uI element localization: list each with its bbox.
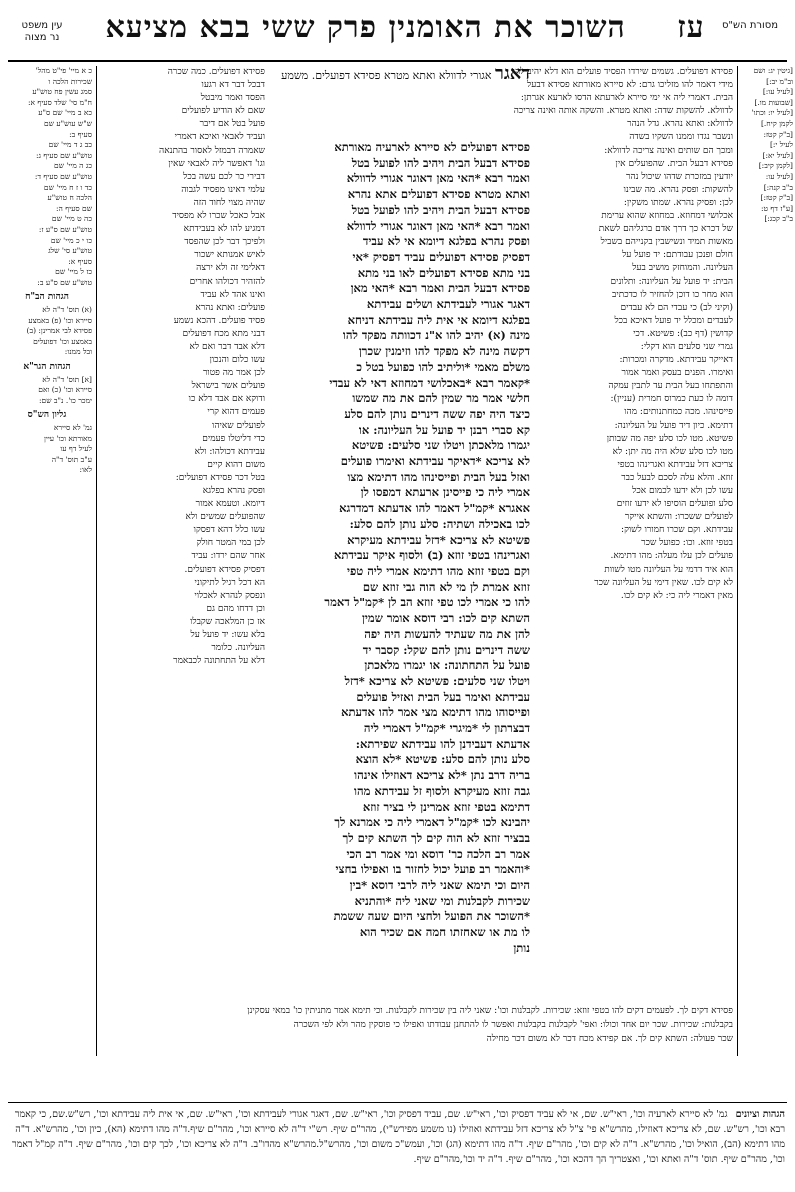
gilyon-hashas-line: לעיל דף עו	[60, 444, 92, 454]
tosafot-line: דבירי כר לכם עשה בכל	[183, 171, 265, 182]
hagahot-habach-line: פסידא לבי אמרינן: (ב)	[26, 326, 92, 336]
column-divider	[96, 66, 97, 1056]
tosafot-line: לכן במי המטר חולק	[196, 538, 265, 549]
gemara-line: השתא קים לכו: רבי דוסא אומר שמין	[361, 611, 530, 626]
masoret-ref: [גיטין יג: ושם	[753, 66, 793, 75]
rashi-line: דתימא. כיון דיד פועל על העליונה:	[614, 420, 733, 431]
gemara-line: לא צריכא *דאיקר עבידתא ואימרו פועלים	[340, 454, 530, 469]
gemara-line: פשיטא לא צריכא *דזל עבידתא מעיקרא	[347, 532, 530, 547]
tosafot-line: אז כן המלאכה שקבלו	[190, 616, 265, 627]
masoret-ref: [לעיל יו: וכתו'	[751, 108, 793, 118]
gemara-line: ויטלו שני סלעים: פשיטא לא צריכא *דזל	[344, 673, 530, 688]
gilyon-hashas-title: גליון הש"ס	[27, 410, 67, 421]
tosafot-line: עלמי דאינו מפסיד לגבוה	[181, 184, 265, 195]
footnote-line: ד"ה מהו דתימא (הא), כיון וכו', מהרש"א. ד"ה מהו דתימא (הב), הואיל וכו', מהרש"א. ד"ה לא קים וכו', מהר"ם שיף. ד"ה מהו דתימא (הג) וכו', ועמש"כ משום וכו', מהרש"ל.	[15, 1124, 785, 1150]
rashi-line: שכר פעולה: השתא קים לך. אם קפידא מכח דכר לא משום דכר מחילה	[486, 1034, 733, 1044]
ein-mishpat-entry: סעיף ב:	[69, 129, 92, 139]
tosafot-line: שאם לא הודיע לפועלים	[181, 106, 265, 117]
tosafot-line: ונפסק לנהרא לאכלוי	[194, 590, 265, 601]
gemara-line: לו מת או שאחזתו חמה אם שכיר הוא	[359, 925, 530, 940]
hagahot-hagra-line: סיירא וכו' (כ) ואם	[38, 385, 92, 395]
rashi-line: לא קים לכו. שאין דימי על העליונה שכר	[594, 577, 733, 588]
tosafot-line: דיומא. וטעמא אמור	[195, 499, 265, 510]
gemara-line: ששה דינרים נותן להם שקל: קסבר יד	[362, 642, 530, 657]
gemara-line: היום וכי תימא שאני ליה לרבי דוסא *בין	[349, 878, 530, 893]
tosafot-line: פועלים אשר בישראל	[191, 381, 265, 392]
masoret-ref: ב"ב קכג:]	[764, 214, 793, 224]
masoret-ref: [לעיל עו:]	[762, 87, 793, 97]
masoret-ref: [ב"ק קטז:	[763, 129, 793, 139]
gemara-line: עבידתא ואימר בעל הבית ואזיל פועלים	[356, 689, 530, 704]
gemara-line: יגמרו מלאכתן ויטלו שני סלעים: פשיטא	[351, 438, 530, 453]
rashi-line: מאין דאמרי ליה כי: לא קים לכו.	[620, 590, 733, 601]
gemara-line: פסידא דבעל הבית ויהיב להו לפועל בטל	[351, 155, 530, 170]
rashi-line: יודעין במזכרת שדהו שיכול נהר	[625, 171, 733, 182]
rashi-line: בקבלנות: שכירות. שכר יום אחד וכולו: ואפי' לקבלנות בקבלנות ואפשר לו להתחנן עבודתו ואפילו כי פוסקין מהר ולא לפי השכרה	[293, 1020, 733, 1030]
gemara-line: כיצד היה יפה ששה דינרים נותן להם סלע	[344, 406, 530, 421]
rashi-line: העליונה. והמוחזק מושיב בעל	[632, 263, 733, 274]
tosafot-line: להזהיר דכולהו אחרים	[189, 276, 265, 287]
ein-mishpat-entry: טוש"ע סי' שלג	[48, 246, 92, 256]
tosafot-line: ודוקא אם אבד דלא כו	[188, 394, 265, 405]
rashi-line: (וקיני לב) כי עבדי הם לא עבדים	[620, 302, 733, 313]
rashi-line: הבית: יד פועל על העליונה: ותלונים	[610, 276, 733, 287]
gemara-line: קא סברי רבנן יד פועל על העליונה: או	[358, 422, 530, 437]
masoret-ref: [ב"ק קטז:]	[760, 193, 793, 203]
tosafot-line: ואינו אהד לא עביד	[200, 289, 265, 300]
rashi-line: דומה לו כעת כמרוס חמרית (עניין):	[610, 394, 733, 405]
tosafot-line: פעמים דהוא קרי	[207, 407, 265, 418]
tosafot-line: פועל בטל אם דיבר	[199, 119, 265, 130]
gemara-line: ופייסוהו מהו דתימא מצי אמר להו אדעתא	[341, 705, 530, 720]
rashi-line: והתפתחו בעל הבית עד לתבין עמקה	[608, 381, 733, 392]
gemara-line: אמרי ליה כי פייסינן ארעתא דמפסו לן	[360, 485, 530, 500]
rashi-line: מידי דאמר להו מזליכו גרם: לא סיירא מאורתא פסידא דבעל	[527, 80, 733, 91]
gemara-line: ואתא מטרא פסידא דפועלים אתא נהרא	[347, 187, 530, 202]
masoret-ref: לקמן קיח.]	[761, 118, 793, 128]
masoret-ref: [לקמן קיב:]	[758, 161, 793, 171]
rashi-line: אכלושי דמחוזא. במחוזא שהוא ערימת	[601, 211, 733, 222]
tosafot-line: בטל דכר פסידא דפועלים:	[175, 472, 265, 483]
gemara-line: לכו באכילה ושתיה: סלע נותן להם סלע:	[349, 516, 530, 531]
rashi-bottom-lines	[100, 1004, 733, 1046]
page-header	[0, 10, 795, 60]
ein-mishpat-entry: ח"מ סי' שלד סעיף א:	[28, 97, 92, 107]
gemara-line: להו כי אמרי לכו טפי זוזא הב לן *קמ"ל דאמר	[324, 595, 530, 610]
tosafot-line: ולפיכך דבר לכן שהפסד	[184, 237, 265, 248]
tosafot-line: דפסיק פסידא דפועלים.	[184, 564, 265, 575]
ein-mishpat-entry: טוש"ע שם סעיף ד:	[34, 171, 92, 181]
masoret-ref: ב"ב קנה:]	[763, 182, 793, 192]
masoret-ref: [ע"ז דף ט:	[760, 203, 793, 213]
footnote-line: גמ' לא סיירא לארעיה וכו', ראי"ש. שם, אי לא עביד דפסיק וכו', ראי"ש. שם, עביד דפסיק וכו', ראי"ש. שם, דאגר אגורי לעבידתא וכו', ראי"ש. שם, אי אית ליה עבידתא וכו', רש"ש.	[64, 1109, 728, 1120]
rashi-line: לפועלים ששכרו: והשתא אייקר	[624, 512, 733, 523]
rashi-line: להשקות: ופסק נהרא. מה שבינו	[623, 184, 733, 195]
rashi-line: סלע ופועלים הוסיפו לא ידעו זוזים	[616, 499, 733, 510]
ein-mishpat-entry: טוש"ע שם סעיף ג:	[36, 150, 92, 160]
tosafot-line: כדי דליטלו פעמים	[202, 433, 265, 444]
gemara-line: דבצרתון לי *מיגרי *קמ"ל דאמרי ליה	[363, 721, 530, 736]
page-number: עז	[677, 10, 705, 45]
rashi-line: בטפי זוזא. וכו: כפועל שכר	[641, 538, 733, 549]
footnotes-label: הגהות וציונים	[735, 1109, 785, 1120]
rashi-line: ומכך הם שותים ואינה צריכה לדוולא:	[604, 145, 733, 156]
tosafot-line: עשו כלל דהא דפסקו	[193, 525, 265, 536]
gilyon-hashas-line: לאו:	[79, 465, 92, 475]
gemara-line: אדעתא דעבידנן להו עבידתא שפירתא:	[355, 736, 530, 751]
ein-mishpat-entry: כג ה מיי' שם	[53, 161, 92, 171]
tosafot-line: לפועלים שאיהו	[212, 420, 265, 431]
ein-mishpat-entry: טוש"ע שם ס"ע ב:	[37, 277, 92, 287]
gemara-line: בבציר זוזא לא הוה קים לך השתא קים לך	[342, 830, 530, 845]
rashi-line: פסידא דקים לך. לפעמים דקים להו בטפי זוזא: שכירות. לקבלנות וכו': שאני ליה בין שכירות לקבלנות. וכי תימא אמר מתניתין כו' במאי עסקינן	[247, 1006, 733, 1016]
tosafot-line: וגו' דאפשר ליה לאבאי שאין	[168, 158, 265, 169]
ein-mishpat-label: עין משפט נר מצוה	[21, 20, 63, 43]
tosafot-line: לכן אמר מה פטור	[202, 368, 265, 379]
ein-mishpat-entry: כו י כ מיי' שם	[50, 235, 92, 245]
gemara-line: אאגרא *קמ"ל דאמר להו אדעתא דמדרגא	[339, 501, 530, 516]
gemara-line: ואזל בעל הבית ופייסינהו מהו דתימא מצו	[347, 469, 530, 484]
rashi-line: לכן: ופסיק נהרא. שמתו משקין:	[623, 197, 733, 208]
rashi-line: גמרי שני סלעים הוא דקלי:	[640, 341, 733, 352]
rashi-line: עבידתא. וקם שכרו חמורו לשוק:	[621, 525, 733, 536]
tosafot-line: ועביד לאבאי ואיכא דאמרי	[174, 132, 265, 143]
tractate-chapter-title: השוכר את האומנין פרק ששי בבא מציעא	[105, 10, 626, 45]
hagahot-habach-line: (א) תוס' ד"ה לא	[42, 305, 92, 315]
tosafot-line: הפסד ואמר מיבטל	[200, 93, 265, 104]
gilyon-hashas-line: גמ' לא סיירא	[53, 423, 92, 432]
gemara-line: ואמר רבא *האי מאן דאוגר אגורי לדוולא	[268, 219, 530, 235]
gemara-line: גבה זוזא מעיקרא ולסוף זל עבידתא מהו	[354, 783, 530, 798]
tosafot-line: פסידא דפועלים. כמה שכרה	[167, 67, 265, 77]
hagahot-habach-line: באמצע וכו' דפועלים	[33, 336, 92, 346]
ein-mishpat-margin	[2, 66, 92, 476]
tosafot-line: וכן דדחו מהם גם	[206, 603, 265, 614]
hagahot-hagra-line: [א] תוס' ד"ה לא	[42, 374, 92, 384]
tosafot-line: בלא עשו: יד פועל על	[190, 630, 265, 641]
rashi-line: לדוולא. להשקות שדה: ואתא מטרא. והשקה אותה ואינה צריכה	[513, 106, 733, 117]
rashi-line: פסידא דבעל הבית. שהפועלים אין	[615, 158, 733, 169]
gemara-line: בפלגא דיומא אי אית ליה עבידתא דניחא	[347, 312, 530, 327]
footer-rule	[8, 1102, 787, 1103]
rashi-line: של דכרא כך דרך אדם ברגליהם לשאת	[598, 224, 733, 235]
rashi-line: פועלים לכן עלו מעלה: מהו דתימא.	[610, 551, 733, 562]
hagahot-hagra-line: ימכר כו'. נ"ב שם:	[39, 395, 92, 405]
gemara-line: נותן	[513, 940, 530, 955]
gemara-line: *והאמר רב פועל יכול לחזור בו ואפילו בחצי	[335, 862, 530, 877]
tosafot-line: פועלים: ואתא נהרא	[195, 302, 265, 313]
masoret-hashas-label: מסורת הש"ס	[721, 20, 779, 31]
tosafot-line: לאיש אמנותא ישכור	[194, 250, 265, 261]
tosafot-line: אבל כאכל שכרו לא מפסיד	[172, 211, 265, 222]
masoret-ref: וב"מ יב:]	[766, 76, 793, 86]
hagahot-habach-line: ובל ממנו:	[64, 347, 92, 357]
ein-mishpat-entry: כא ב מיי' שם ס"ע	[38, 108, 92, 118]
ein-mishpat-entry: כב ג ד מיי' שם	[48, 140, 92, 150]
tosafot-column	[100, 66, 265, 668]
ein-mishpat-entry: כה ט מיי' שם	[51, 214, 92, 224]
gemara-line: חלשי אמר מר שמין להם את מה שמשו	[352, 391, 530, 406]
gilyon-hashas-line: מאורתא וכו' עיין	[43, 433, 92, 443]
gemara-line: פסידא דפועלים לא סיירא לארעיה מאורתא	[334, 140, 530, 154]
gemara-line: יהבינא לכו *קמ"ל דאמרי ליה כי אמרנא לך	[334, 815, 530, 830]
masoret-ref: לעיל י:]	[769, 140, 793, 150]
tosafot-line: דלא אבד דבר ואם לא	[189, 341, 265, 352]
gemara-line: אמר רב הלכה כר' דוסא ומי אמר רב הכי	[346, 846, 530, 861]
masoret-margin	[735, 66, 793, 225]
gemara-line: וקם בטפי זוזא מהו דתימא אמרי ליה טפי	[346, 563, 530, 578]
ein-mishpat-entry: הלכה ח טוש"ע	[47, 193, 92, 203]
tosafot-line: משום דהוא קיים	[207, 459, 265, 470]
gemara-line: בני מתא פסידא דפועלים לאו בני מתא	[357, 265, 530, 280]
gemara-opening-word: דאגר	[495, 63, 530, 84]
ein-mishpat-entry: כ א מיי' פי"ט מהל'	[35, 66, 92, 75]
gilyon-hashas-line: ע"ב תוס' ד"ה	[51, 454, 92, 464]
footnote-line: מהר"ם שיף.	[413, 1154, 460, 1165]
gemara-line: פסידא דבעל הבית ויהיב להו לפועל בטל	[351, 202, 530, 217]
rashi-line: ונשבר נגדו וממנו השקיו בשדה	[629, 132, 733, 143]
rashi-line: לדוולא: ואתא נהרא. גדל הנהר	[627, 119, 733, 130]
ein-mishpat-entry: כז ל מיי' שם	[55, 267, 92, 277]
tosafot-line: שהיה מצוי לחוד הזה	[193, 197, 265, 208]
tosafot-line: דבכל דבר דא רגעו	[201, 80, 265, 91]
ein-mishpat-entry: שם סעיף ה:	[56, 203, 92, 213]
tosafot-line: ופסק נהרא בפלגא	[202, 486, 265, 496]
gemara-line: ואמר רבא *האי מאן דאוגר אגורי לדוולא	[346, 171, 530, 186]
rashi-line: צריכא דזל עבידתא ואגרינהו בטפי	[617, 459, 733, 470]
tosafot-line: דאלימי זה ולא ירצה	[196, 263, 265, 274]
gemara-opening-rest: אגורי לדוולא ואתא מטרא פסידא דפועלים. משמע	[281, 69, 492, 82]
rashi-line: הוא מחר כו דוכן להחזיר לו כדכתיב	[612, 289, 733, 300]
ein-mishpat-entry: סמג עשין פח טוש"ע	[32, 87, 92, 97]
ein-mishpat-entry: שכירות הלכה ו	[48, 76, 92, 86]
footnote-line: מהרש"א מהדו"ב. ד"ה לא צריכא וכו', לכך קים וכו', מהר"ם שיף. ד"ה קמ"ל דאמר וכו', מהר"ם שיף. תוס' ד"ה ואתא וכו', ואצטריך הך דהכא וכו', מהר"ם שיף. ד"ה יד וכו',	[11, 1139, 785, 1165]
gemara-line: פועל על התחתונה: או יגמרו מלאכתן	[364, 658, 530, 673]
footnotes	[10, 1107, 785, 1167]
rashi-line: קדושין (דף כב): פשיטא. דכי	[633, 328, 733, 339]
tosafot-line: אחר שהם ירדו: עביד	[191, 551, 265, 562]
gemara-line: דתימא בטפי זוזא אמרינן לי בציר זוזא	[362, 799, 530, 814]
gemara-line: שכירות לקבלנות ומי שאני ליה *והתניא	[354, 893, 530, 908]
rashi-column	[512, 66, 733, 603]
gemara-column	[268, 140, 530, 957]
gemara-line: להן את מה שעתיד להעשות היה יפה	[364, 626, 530, 641]
rashi-line: מטו לכו סלע שלא היה מה יתן: לא	[612, 446, 733, 457]
rashi-line: זוזא. והלא עלה לסכם לבעל כבר	[621, 472, 733, 483]
footnote-line: שם, כי קאמר רבא וכו', רש"ש. שם, לא צריכא דאוזילו, מהרש"א פי' צ"ל לא צריכא דזל עבידתא ואוזילו (נו משמע מפירש"י), מהר"ם שיף. רש"י ד"ה לא סיירא וכו', מהר"ם שיף.	[14, 1109, 785, 1135]
gemara-line: דפסיק פסידא דפועלים עביד דפסיק *אי	[352, 249, 530, 264]
rashi-line: הוא איד דדמי על העליונה מטו לשוות	[604, 564, 733, 575]
gemara-line: *השוכר את הפועל ולחצי היום שעה ששמת	[333, 909, 530, 924]
tosafot-line: עבידתא דכולהו: ולא	[194, 446, 265, 457]
gemara-opening	[268, 63, 530, 136]
masoret-ref: [לעיל עו:	[765, 171, 793, 181]
ein-mishpat-entry: ש"ש עוש"ע שם	[44, 118, 92, 128]
rashi-line: פסידא דפועלים. גשמים שירדו הפסיד פועלים הוא דלא יהיב להו	[512, 67, 733, 77]
column-divider	[737, 66, 738, 1056]
page-title	[90, 10, 720, 45]
rashi-line: ואימרו. הפנים בעסק ואמר אמור	[621, 368, 733, 379]
tosafot-line: דלא על התחתונה לכבאמר	[173, 656, 265, 667]
rashi-line: פייסינהו. מכה כמחתנותים: מהו	[624, 407, 733, 418]
hagahot-hagra-title: הגהות הגר"א	[23, 362, 71, 373]
rashi-line: דאייקר עבידתא. מדקרה ומכרות:	[619, 355, 733, 366]
header-rule	[8, 60, 787, 62]
gemara-line: דאגר אגורי לעבידתא ושלים עבידתא	[366, 297, 530, 312]
tosafot-line: עשו כלום והנכון	[209, 355, 265, 366]
gemara-line: דקשה מינה לא מפקד להו וזימנין שכרן	[358, 344, 530, 359]
rashi-line: מאשות תמיד ונשישבין בקנייהם בשביל	[600, 237, 733, 248]
gemara-line: ופסק נהרא בפלגא דיומא אי לא עביד	[362, 234, 530, 249]
tosafot-line: דבני מתא מכח דפועלים	[182, 328, 265, 339]
tosafot-line: שהפועלים שמשים ולא	[185, 512, 265, 523]
hagahot-habach-title: הגהות הב"ח	[25, 292, 69, 303]
gemara-line: משלם מאמי *וליתיב להו כפועל בטל כ	[356, 359, 530, 374]
gemara-line: *קאמר רבא *באכלושי דמחוזא דאי לא עבדי	[329, 375, 530, 390]
tosafot-line: פסיד פועלים. דהכא נשמע	[173, 315, 265, 326]
tosafot-line: הא דכל רגיל לתיקוני	[194, 577, 265, 588]
rashi-line: הבית. דאמרי ליה אי ימי סיירא לארעתא הדסו לארעא אגרתן:	[520, 93, 733, 104]
footnotes-body	[10, 1107, 785, 1167]
gemara-line: ואגרינהו בטפי זוזא (ב) ולסוף איקר עבידתא	[334, 548, 530, 563]
tosafot-line: העליונה. כלומר	[211, 643, 265, 654]
rashi-line: לעבדים ומכלל יד פועל דאיכא בכל	[614, 315, 733, 326]
gemara-line: סלע נותן להם סלע: פשיטא *לא הוצא	[355, 752, 530, 767]
masoret-ref: [שבועות מו.]	[754, 97, 793, 107]
ein-mishpat-entry: כד ו ז ח מיי' שם	[43, 182, 92, 192]
rashi-line: פשיטא. מטו לכו סלע יפה מה שבותן	[606, 433, 733, 444]
tosafot-line: דמגיע להו לא בעבידתא	[183, 224, 265, 235]
ein-mishpat-entry: סעיף א:	[68, 256, 92, 266]
ein-mishpat-entry: טוש"ע שם ס"ע ז:	[38, 224, 92, 234]
gemara-line: פסידא דבעל הבית ואמר רבא *האי מאן	[350, 281, 530, 296]
rashi-line: חולם ופנכן עבודתם: יד פועל על	[622, 250, 733, 261]
gemara-line: בריה דרב נתן *לא צריכא דאוזילו אינהו	[354, 768, 530, 783]
gemara-line: זוזא אמרת לן מי לא הוה גבי זוזא שם	[362, 579, 530, 594]
hagahot-habach-line: סיירא וכו' (פ) באמצע	[28, 315, 92, 325]
rashi-line: עשו לכן ולא ידעו לכמום אכל	[632, 486, 733, 496]
gemara-line: מינה (א) יהיב להו א"נ דכוותה מפקד להו	[342, 328, 530, 343]
tosafot-line: שאמרה דבמזל לאסור בהתנאה	[159, 145, 265, 156]
masoret-ref: [לעיל יא:]	[762, 150, 793, 160]
